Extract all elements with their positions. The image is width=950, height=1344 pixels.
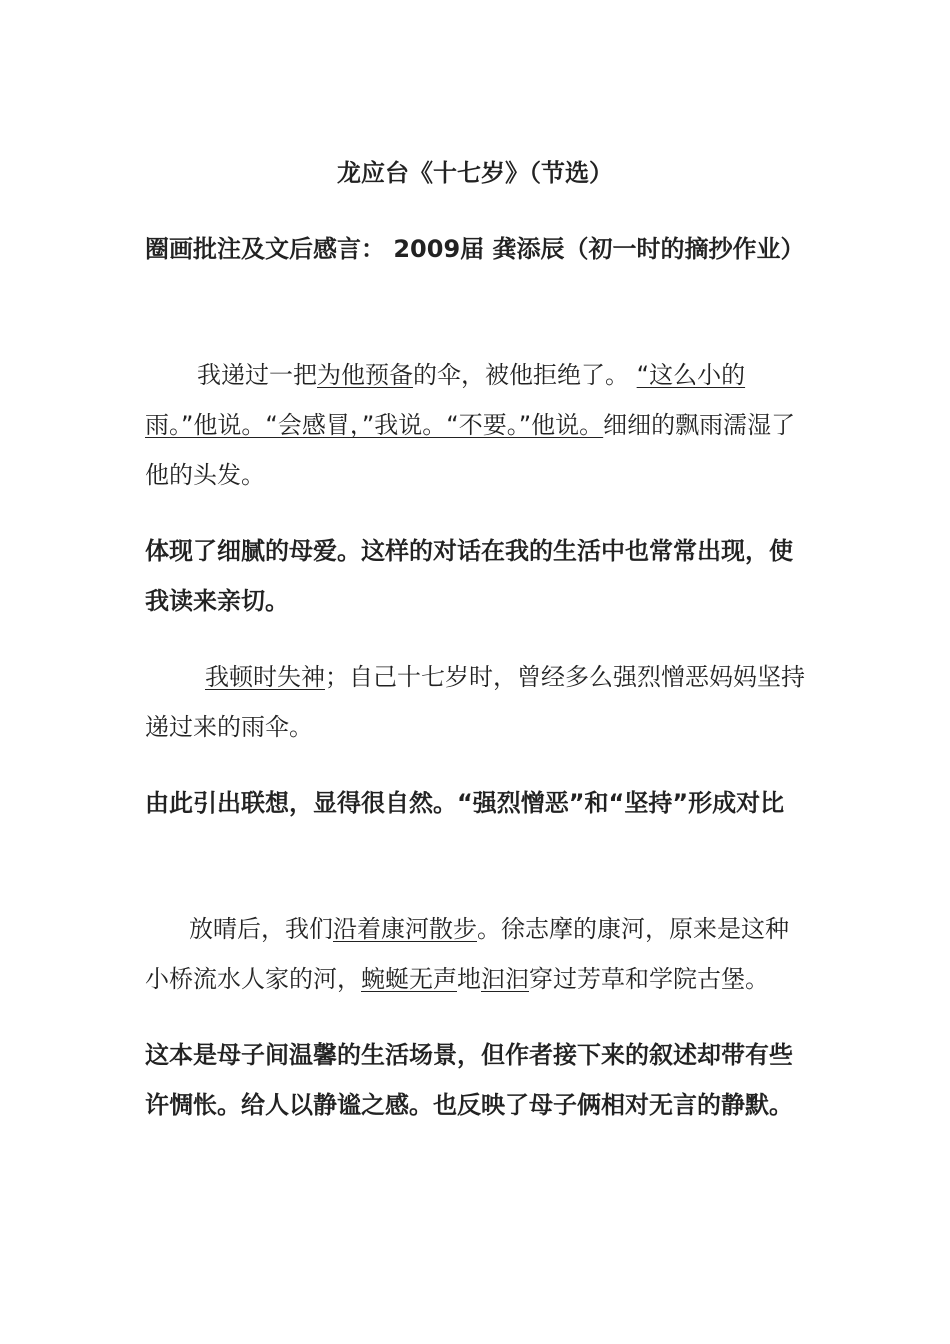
passage-3-underlined-phrase: 汩汩 (481, 965, 529, 993)
passage-3-underlined-phrase: 沿着康河散步 (333, 915, 477, 943)
author-byline: 圈画批注及文后感言： 2009届 龚添辰（初一时的摘抄作业） (145, 235, 805, 263)
passage-1-underlined-dialogue: “这么小的雨。”他说。“会感冒，”我说。“不要。”他说。 (145, 361, 746, 439)
passage-1-text: 的伞，被他拒绝了。 (413, 361, 637, 389)
annotation-1: 体现了细腻的母爱。这样的对话在我的生活中也常常出现，使我读来亲切。 (145, 537, 793, 615)
passage-3-text: 穿过芳草和学院古堡。 (529, 965, 769, 993)
passage-1-text: 细细的飘雨濡湿了他的头发。 (145, 411, 796, 489)
passage-3-text: 放晴后，我们 (189, 915, 333, 943)
document-title: 龙应台《十七岁》（节选） (337, 159, 613, 187)
passage-1-underlined-phrase: 为他预备 (317, 361, 413, 389)
passage-3 (145, 904, 809, 1004)
passage-3-underlined-phrase: 蜿蜒无声 (361, 965, 457, 993)
annotation-2: 由此引出联想，显得很自然。“强烈憎恶”和“坚持”形成对比 (145, 789, 785, 817)
passage-3-text: 地 (457, 965, 481, 993)
passage-3-text: 。徐志摩的康河，原来是这种小桥流水人家的河， (145, 915, 789, 993)
passage-1-text: 我递过一把 (197, 361, 317, 389)
passage-2 (145, 652, 809, 752)
annotation-3: 这本是母子间温馨的生活场景，但作者接下来的叙述却带有些许惆怅。给人以静谧之感。也反映了母子俩相对无言的静默。 (145, 1041, 793, 1119)
passage-1 (145, 350, 809, 500)
passage-2-underlined-phrase: 我顿时失神 (205, 663, 325, 691)
passage-2-text: ；自己十七岁时，曾经多么强烈憎恶妈妈坚持递过来的雨伞。 (145, 663, 805, 741)
